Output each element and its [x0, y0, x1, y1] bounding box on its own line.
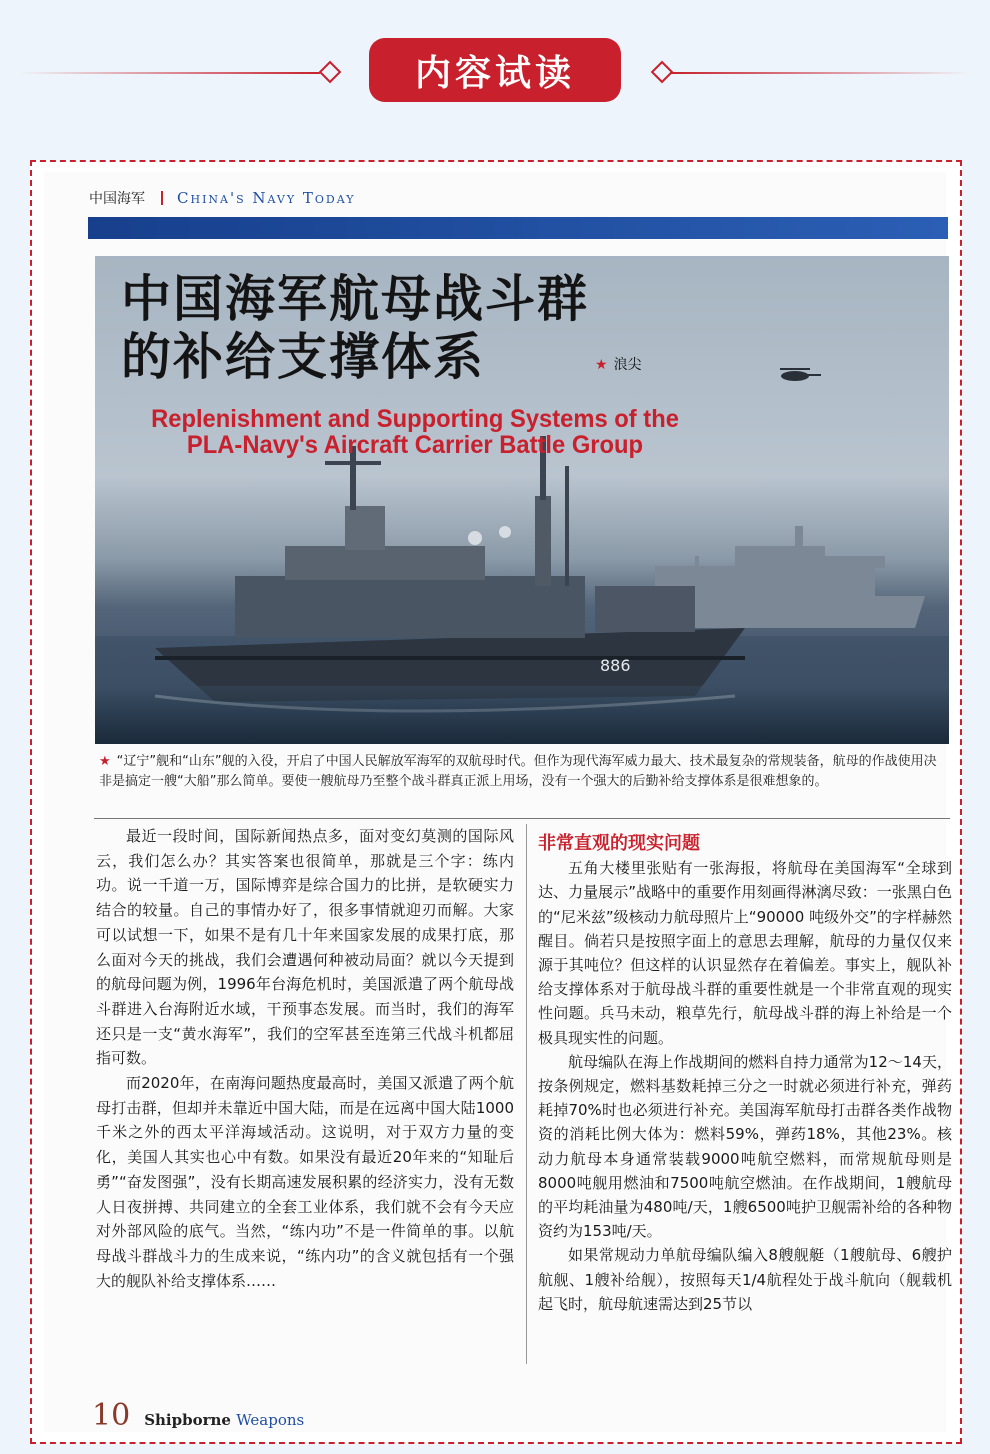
- header-cn: 中国海军: [89, 191, 145, 207]
- header-bar: [88, 217, 948, 239]
- star-icon: ★: [595, 357, 608, 373]
- paragraph: 如果常规动力单航母编队编入8艘舰艇（1艘航母、6艘护航舰、1艘补给舰），按照每天1/4航程处于战斗航向（舰载机起飞时，航母航速需达到25节以: [538, 1246, 952, 1313]
- page-number: 10: [92, 1398, 131, 1433]
- paragraph: 航母编队在海上作战期间的燃料自持力通常为12～14天，按条例规定，燃料基数耗掉三分之一时就必须进行补充，弹药耗掉70%时也必须进行补充。美国海军航母打击群各类作战物资的消耗比例大体为：燃料59%，弹药18%，其他23%。核动力航母本身通常装载9000吨航空燃料，而常规航母则是8000吨舰用燃油和7500吨航空燃油。在作战期间，1艘航母的平均耗油量为480吨/天，1艘6500吨护卫舰需补给的各种物资约为153吨/天。: [538, 1052, 952, 1241]
- helicopter-icon: [780, 368, 821, 381]
- paragraph: 最近一段时间，国际新闻热点多，面对变幻莫测的国际风云，我们怎么办？其实答案也很简单，那就是三个字：练内功。说一千道一万，国际博弈是综合国力的比拼，是软硬实力结合的较量。自己的事情办好了，很多事情就迎刃而解。大家可以试想一下，如果不是有几十年来国家发展的成果打底，那么面对今天的挑战，我们会遭遇何种被动局面？就以今天提到的航母问题为例，1996年台海危机时，美国派遣了两个航母战斗群进入台海附近水域，干预事态发展。而当时，我们的海军还只是一支“黄水海军”，我们的空军甚至连第三代战斗机都屈指可数。: [96, 827, 514, 1068]
- svg-text:886: 886: [600, 656, 631, 675]
- author: [595, 354, 642, 374]
- left-column: [96, 824, 514, 1293]
- star-icon: ★: [99, 754, 111, 769]
- article-title-cn: [121, 270, 589, 386]
- paragraph: 五角大楼里张贴有一张海报，将航母在美国海军“全球到达、力量展示”战略中的重要作用刻画得淋漓尽致：一张黑白色的“尼米兹”级核动力航母照片上“90000 吨级外交”的字样赫然醒目。倘若只是按照字面上的意思去理解，航母的力量仅仅来源于其吨位？但这样的认识显然存在着偏差。事实上，舰队补给支撑体系对于航母战斗群的重要性就是一个非常直观的现实性问题。兵马未动，粮草先行，航母战斗群的海上补给是一个极具现实性的问题。: [538, 859, 952, 1047]
- article-title-en: [130, 406, 700, 458]
- section-title: 非常直观的现实问题: [538, 833, 700, 854]
- title-en-line1: Replenishment and Supporting Systems of the: [151, 405, 679, 433]
- paragraph: 而2020年，在南海问题热度最高时，美国又派遣了两个航母打击群，但却并未靠近中国大陆，而是在远离中国大陆1000千米之外的西太平洋海域活动。这说明，对于双方力量的变化，美国人其实也心中有数。如果没有最近20年来的“知耻后勇”“奋发图强”，没有长期高速发展积累的经济实力，没有无数人日夜拼搏、共同建立的全套工业体系，我们就不会有今天应对外部风险的底气。当然，“练内功”不是一件简单的事。以航母战斗群战斗力的生成来说，“练内功”的含义就包括有一个强大的舰队补给支撑体系……: [96, 1074, 514, 1290]
- caption-text: “辽宁”舰和“山东”舰的入役，开启了中国人民解放军海军的双航母时代。但作为现代海军威力最大、技术最复杂的常规装备，航母的作战使用决非是搞定一艘“大船”那么简单。要使一艘航母乃至整个战斗群真正派上用场，没有一个强大的后勤补给支撑体系是很难想象的。: [99, 754, 937, 789]
- running-header: [89, 186, 356, 210]
- column-rule: [526, 824, 527, 1364]
- author-name: 浪尖: [613, 357, 642, 373]
- banner-line-left: [20, 72, 320, 74]
- publication-name: [144, 1411, 304, 1429]
- title-en-line2: PLA-Navy's Aircraft Carrier Battle Group: [186, 431, 644, 459]
- caption-divider: [94, 818, 950, 819]
- banner-line-right: [670, 72, 970, 74]
- banner-diamond-left: [319, 61, 342, 84]
- header-separator: [161, 191, 163, 205]
- banner-area: [0, 0, 990, 140]
- title-cn-line2: 的补给支撑体系: [121, 328, 485, 386]
- banner-title: 内容试读: [369, 38, 621, 102]
- magazine-page: [44, 172, 952, 1433]
- photo-caption: [99, 752, 949, 792]
- article-photo: [95, 256, 949, 744]
- pub-name-accent: Weapons: [236, 1411, 305, 1429]
- title-cn-line1: 中国海军航母战斗群: [121, 270, 589, 328]
- sea-area: [95, 686, 949, 744]
- preview-frame: [30, 160, 962, 1444]
- pub-name-bold: Shipborne: [144, 1411, 231, 1429]
- page-footer: [92, 1398, 304, 1433]
- right-column: [538, 832, 952, 1316]
- header-en: China's Navy Today: [177, 189, 356, 207]
